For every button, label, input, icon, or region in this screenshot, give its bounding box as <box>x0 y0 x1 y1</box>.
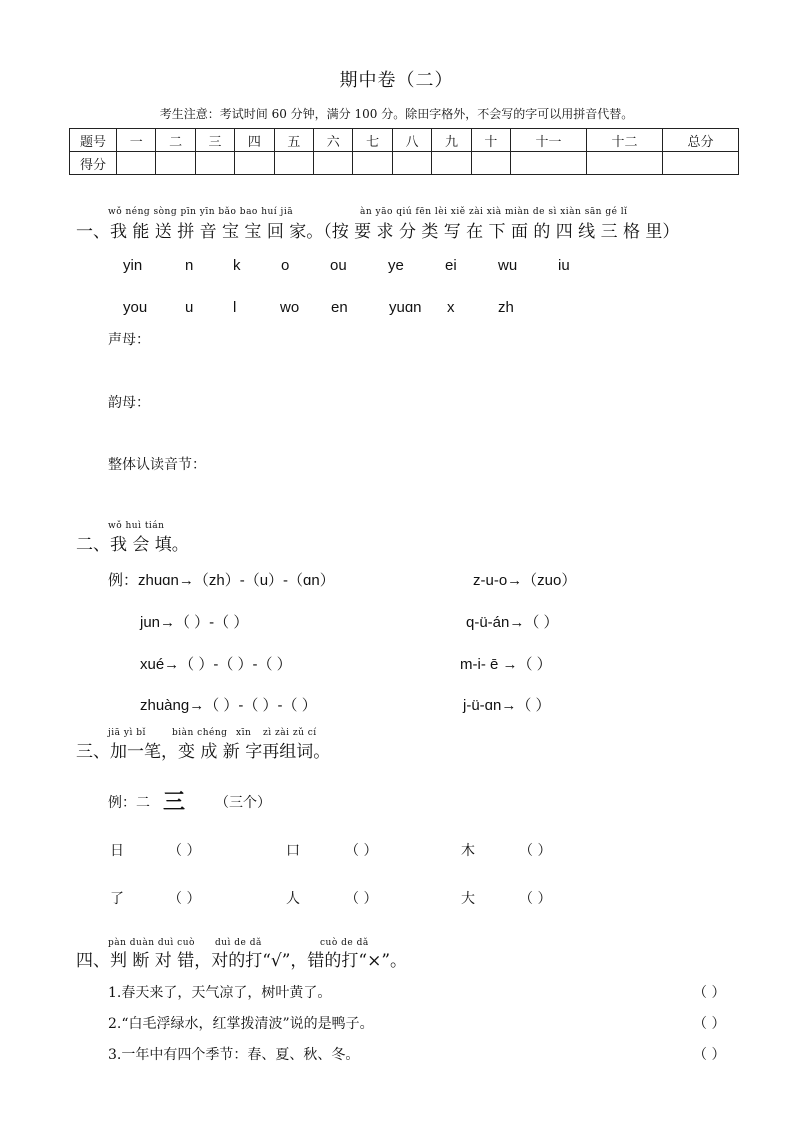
pinyin-chip: yin <box>123 257 143 274</box>
section1-heading: 一、我 能 送 拼 音 宝 宝 回 家。（按 要 求 分 类 写 在 下 面 的 四 线 三 格 里） <box>76 222 680 242</box>
judge-answer-parens[interactable]: （ ） <box>693 985 726 1001</box>
score-table <box>69 128 739 175</box>
base-character: 人 <box>286 891 300 907</box>
score-cell[interactable] <box>195 152 234 175</box>
pinyin-chip: k <box>233 257 241 274</box>
base-character: 口 <box>286 843 300 859</box>
fill-example-left: 例：zhuɑn→（zh）-（u）-（ɑn） <box>108 572 335 589</box>
section3-pinyin-a: jiā yì bǐ <box>108 728 146 738</box>
score-cell[interactable] <box>117 152 156 175</box>
pinyin-chip: wu <box>498 257 518 274</box>
score-table-header-row <box>70 129 739 152</box>
score-cell[interactable] <box>156 152 195 175</box>
section1-pinyin-b: àn yāo qiú fēn lèi xiě zài xià miàn de sì xiàn sān gé lǐ <box>360 207 628 217</box>
score-col: 四 <box>235 129 274 152</box>
score-cell[interactable] <box>353 152 392 175</box>
score-col: 二 <box>156 129 195 152</box>
base-character: 木 <box>461 843 475 859</box>
score-col: 十二 <box>587 129 663 152</box>
judge-item: 2.“白毛浮绿水，红掌拨清波”说的是鸭子。 <box>108 1016 374 1032</box>
score-cell[interactable] <box>235 152 274 175</box>
score-cell[interactable] <box>274 152 313 175</box>
example-words: （三个） <box>215 795 271 811</box>
example-character: 三 <box>163 789 186 815</box>
section4-pinyin-c: cuò de dǎ <box>320 938 369 948</box>
pinyin-chip: you <box>123 299 148 316</box>
score-col: 十 <box>471 129 510 152</box>
pinyin-chip: iu <box>558 257 570 274</box>
label-yunmu: 韵母： <box>108 395 150 411</box>
score-col: 六 <box>314 129 353 152</box>
section4-pinyin-a: pàn duàn duì cuò <box>108 938 195 948</box>
fill-question[interactable]: q-ü-án→（ ） <box>466 614 559 631</box>
answer-parens[interactable]: （ ） <box>168 843 201 859</box>
score-cell[interactable] <box>432 152 471 175</box>
judge-answer-parens[interactable]: （ ） <box>693 1047 726 1063</box>
fill-question[interactable]: j-ü-ɑn→（ ） <box>463 697 551 714</box>
pinyin-chip: x <box>447 299 455 316</box>
pinyin-chip: en <box>331 299 348 316</box>
example-prefix: 例：二 <box>108 795 150 811</box>
score-col: 五 <box>274 129 313 152</box>
score-col: 总分 <box>662 129 738 152</box>
section1-pinyin-a: wǒ néng sòng pīn yīn bǎo bao huí jiā <box>108 207 294 217</box>
section2-heading: 二、我 会 填。 <box>76 535 189 555</box>
answer-parens[interactable]: （ ） <box>168 891 201 907</box>
score-cell[interactable] <box>662 152 738 175</box>
judge-item: 3.一年中有四个季节：春、夏、秋、冬。 <box>108 1047 360 1063</box>
fill-question[interactable]: zhuàng→（ ）-（ ）-（ ） <box>140 697 317 714</box>
base-character: 日 <box>110 843 124 859</box>
score-col: 八 <box>392 129 431 152</box>
pinyin-chip: wo <box>280 299 300 316</box>
score-table-score-row <box>70 152 739 175</box>
fill-example-right: z-u-o→（zuo） <box>473 572 577 589</box>
answer-parens[interactable]: （ ） <box>519 843 552 859</box>
score-row-label: 得分 <box>70 152 117 175</box>
score-cell[interactable] <box>314 152 353 175</box>
pinyin-chip: ou <box>330 257 347 274</box>
score-col: 九 <box>432 129 471 152</box>
pinyin-chip: ei <box>445 257 457 274</box>
label-zhengti: 整体认读音节： <box>108 457 206 473</box>
fill-question[interactable]: xué→（ ）-（ ）-（ ） <box>140 656 292 673</box>
pinyin-chip: zh <box>498 299 514 316</box>
pinyin-chip: n <box>185 257 194 274</box>
score-cell[interactable] <box>471 152 510 175</box>
section3-heading: 三、加一笔，变 成 新 字再组词。 <box>76 742 331 762</box>
section3-pinyin-d: zì zài zǔ cí <box>263 728 317 738</box>
score-cell[interactable] <box>392 152 431 175</box>
pinyin-chip: l <box>233 299 237 316</box>
section4-heading: 四、判 断 对 错，对的打“√”，错的打“×”。 <box>76 951 408 971</box>
pinyin-chip: u <box>185 299 194 316</box>
fill-question[interactable]: m-i- ē →（ ） <box>460 656 552 673</box>
score-col: 三 <box>195 129 234 152</box>
score-col: 十一 <box>511 129 587 152</box>
judge-item: 1.春天来了，天气凉了，树叶黄了。 <box>108 985 332 1001</box>
section2-pinyin: wǒ huì tián <box>108 521 165 531</box>
score-col: 一 <box>117 129 156 152</box>
pinyin-chip: yuɑn <box>389 299 422 316</box>
pinyin-chip: ye <box>388 257 404 274</box>
judge-answer-parens[interactable]: （ ） <box>693 1016 726 1032</box>
section3-pinyin-c: xīn <box>236 728 252 738</box>
score-cell[interactable] <box>587 152 663 175</box>
base-character: 了 <box>110 891 124 907</box>
section4-pinyin-b: duì de dǎ <box>215 938 262 948</box>
page-title: 期中卷（二） <box>339 70 454 91</box>
pinyin-chip: o <box>281 257 290 274</box>
fill-question[interactable]: jun→（ ）-（ ） <box>140 614 249 631</box>
answer-parens[interactable]: （ ） <box>345 891 378 907</box>
section3-pinyin-b: biàn chéng <box>172 728 228 738</box>
answer-parens[interactable]: （ ） <box>345 843 378 859</box>
score-header-label: 题号 <box>70 129 117 152</box>
base-character: 大 <box>461 891 475 907</box>
exam-notice: 考生注意：考试时间 60 分钟，满分 100 分。除田字格外，不会写的字可以用拼音代替。 <box>159 107 634 121</box>
label-shengmu: 声母： <box>108 332 150 348</box>
score-cell[interactable] <box>511 152 587 175</box>
answer-parens[interactable]: （ ） <box>519 891 552 907</box>
score-col: 七 <box>353 129 392 152</box>
